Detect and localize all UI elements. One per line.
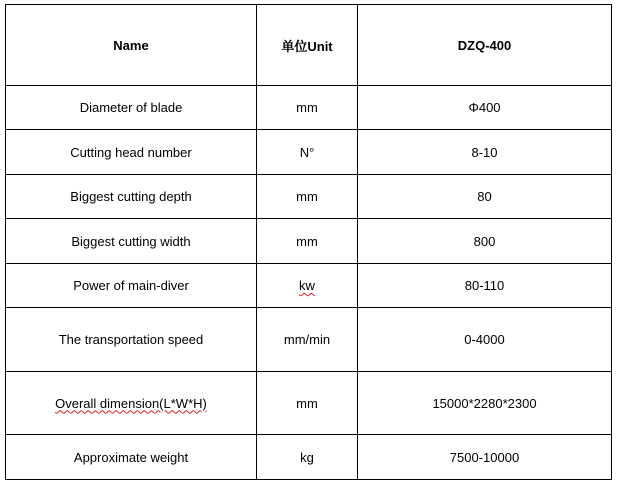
row-value: 80 [358, 175, 612, 219]
table-row [6, 175, 612, 219]
row-unit: mm [257, 372, 358, 435]
row-value: 0-4000 [358, 308, 612, 372]
row-unit [257, 264, 358, 308]
row-name: Approximate weight [6, 435, 257, 480]
row-value: 80-110 [358, 264, 612, 308]
header-model: DZQ-400 [358, 5, 612, 86]
table-row [6, 372, 612, 435]
row-name: Biggest cutting width [6, 219, 257, 264]
table-row [6, 435, 612, 480]
row-name: The transportation speed [6, 308, 257, 372]
header-name: Name [6, 5, 257, 86]
table-row [6, 264, 612, 308]
row-value: 8-10 [358, 130, 612, 175]
table-row [6, 130, 612, 175]
table-row [6, 86, 612, 130]
row-name: Cutting head number [6, 130, 257, 175]
row-name: Diameter of blade [6, 86, 257, 130]
row-value: 15000*2280*2300 [358, 372, 612, 435]
row-value: 7500-10000 [358, 435, 612, 480]
row-unit: mm [257, 175, 358, 219]
row-name-text: Overall dimension(L*W*H) [55, 395, 207, 411]
row-unit: N° [257, 130, 358, 175]
row-value: 800 [358, 219, 612, 264]
header-unit: 单位Unit [257, 5, 358, 86]
table-row [6, 308, 612, 372]
row-name [6, 372, 257, 435]
row-unit: kg [257, 435, 358, 480]
header-row [6, 5, 612, 86]
row-unit-text: kw [299, 278, 315, 293]
spec-table [5, 4, 612, 480]
row-value: Φ400 [358, 86, 612, 130]
row-name: Power of main-diver [6, 264, 257, 308]
row-unit: mm/min [257, 308, 358, 372]
row-unit: mm [257, 86, 358, 130]
row-unit: mm [257, 219, 358, 264]
row-name: Biggest cutting depth [6, 175, 257, 219]
table-row [6, 219, 612, 264]
